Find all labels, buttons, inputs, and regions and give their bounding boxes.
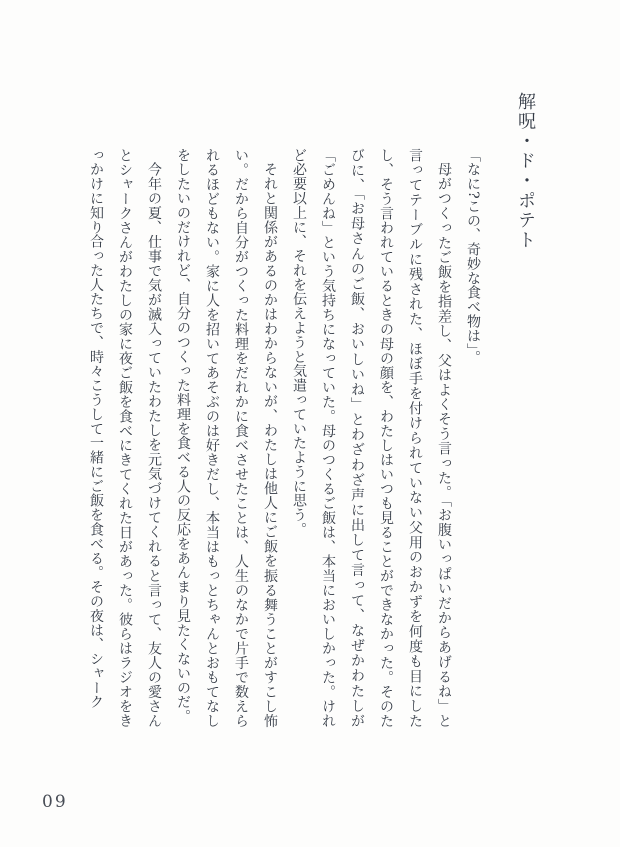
- chapter-title: 解呪・ド・ポテト: [515, 92, 536, 251]
- paragraph: それと関係があるのかはわからないが、わたしは他人にご飯を振る舞うことがすこし怖い。だから自分がつくった料理をだれかに食べさせたことは、人生のなかで片手で数えられるほどもない。家に人を招いてあそぶのは好きだし、本当はもっとちゃんとおもてなしをしたいのだけれど、自分のつくった料理を食べる人の反応をあんまり見たくないのだ。: [175, 148, 278, 728]
- paragraph: 今年の夏、仕事で気が滅入っていたわたしを元気づけてくれると言って、友人の愛さんとシャークさんがわたしの家に夜ご飯を食べにきてくれた日があった。彼らはラジオをきっかけに知り合った人たちで、時々こうして一緒にご飯を食べる。その夜は、シャーク: [88, 148, 162, 728]
- page-number: 09: [42, 792, 68, 812]
- paragraph-dialogue: 「なに?この、奇妙な食べ物は」。: [465, 148, 481, 365]
- body-text: [81, 148, 487, 728]
- paragraph: 母がつくったご飯を指差し、父はよくそう言った。「お腹いっぱいだからあげるね」と言ってテーブルに残された、ほぼ手を付けられていない父用のおかずを何度も目にしたし、そう言われているときの母の顔を、わたしはいつも見ることができなかった。そのたびに、「お母さんのご飯、おいしいね」とわざわざ声に出して言って、なぜかわたしが「ごめんね」という気持ちになっていた。母のつくるご飯は、本当においしかった。けれど必要以上に、それを伝えようと気遣っていたように思う。: [291, 148, 452, 728]
